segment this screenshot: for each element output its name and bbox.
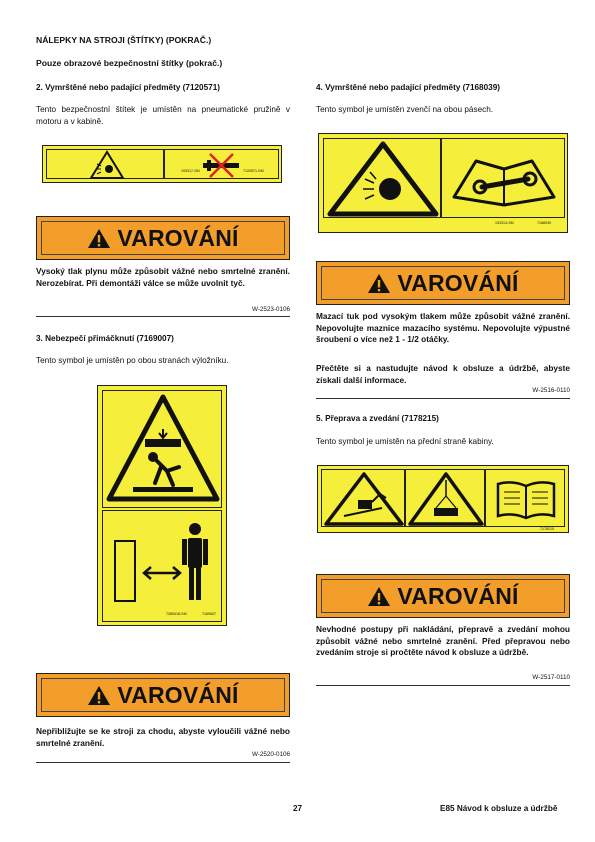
hazard-lifting-icon [406, 470, 486, 528]
warning-banner [36, 673, 290, 717]
section-5-body: Tento symbol je umístěn na přední straně kabiny. [316, 437, 494, 446]
section-5-warning-text: Nevhodné postupy při nakládání, přepravě a zvedání mohou způsobit vážné nebo smrtelné zranění. Před přepravou nebo zvedáním stroje si pročtěte návod k obsluze a údržbě. [316, 624, 570, 658]
decal-panel-manual [485, 469, 565, 527]
decal-code: 193313-SM [495, 221, 514, 225]
divider [316, 398, 570, 399]
decal-panel-read-manual [441, 138, 565, 218]
hazard-projectile-icon [47, 150, 165, 180]
decal-7120571 [42, 145, 282, 183]
warning-word: VAROVÁNÍ [117, 224, 239, 251]
page-title: NÁLEPKY NA STROJI (ŠTÍTKY) (POKRAČ.) [36, 35, 212, 45]
decal-code: 7289418-SM [166, 612, 187, 616]
decal-panel-keep-away [102, 510, 222, 622]
section-5-heading: 5. Přeprava a zvedání (7178215) [316, 414, 439, 423]
decal-code: 7168039 [537, 221, 551, 225]
decal-code: 7178215 [540, 527, 554, 531]
page-number: 27 [293, 804, 303, 813]
warning-banner [316, 574, 570, 618]
keep-distance-icon [103, 511, 223, 623]
section-4-body: Tento symbol je umístěn zvenčí na obou pásech. [316, 105, 494, 114]
divider [36, 316, 290, 317]
warning-code: W-2523-0106 [251, 306, 290, 313]
decal-panel-transport [321, 469, 405, 527]
section-2-warning-text: Vysoký tlak plynu může způsobit vážné nebo smrtelné zranění. Nerozebírat. Při demontáži válce se může uvolnit tyč. [36, 266, 290, 288]
decal-panel-crush [102, 390, 222, 508]
warning-banner [316, 261, 570, 305]
section-2-heading: 2. Vymrštěné nebo padající předměty (7120571) [36, 83, 220, 92]
warning-code: W-2520-0106 [251, 751, 290, 758]
hazard-transport-icon [322, 470, 406, 528]
decal-panel-no-disassemble [164, 149, 279, 179]
section-3-body: Tento symbol je umístěn po obou stranách výložníku. [36, 356, 229, 365]
warning-triangle-icon [367, 586, 391, 607]
warning-word: VAROVÁNÍ [397, 582, 519, 609]
warning-triangle-icon [367, 273, 391, 294]
section-4-warning-text-2: Přečtěte si a nastudujte návod k obsluze a údržbě, abyste získali další informace. [316, 363, 570, 385]
divider [316, 685, 570, 686]
decal-code: 7120571-SM [243, 169, 264, 173]
section-3-heading: 3. Nebezpečí přimáčknutí (7169007) [36, 334, 174, 343]
warning-code: W-2517-0110 [532, 674, 570, 681]
manual-wrench-icon [442, 139, 566, 219]
decal-panel-projectile [46, 149, 164, 179]
decal-code: 193317-SM [181, 169, 200, 173]
decal-panel-lifting [405, 469, 485, 527]
hazard-crush-icon [103, 391, 223, 509]
hazard-high-pressure-icon [324, 139, 442, 219]
warning-triangle-icon [87, 685, 111, 706]
section-4-heading: 4. Vymrštěné nebo padající předměty (7168039) [316, 83, 500, 92]
decal-code: 7169007 [202, 612, 216, 616]
decal-panel-grease [323, 138, 441, 218]
decal-7178215 [317, 465, 569, 533]
section-2-body: Tento bezpečnostní štítek je umístěn na pneumatické pružině v motoru a v kabině. [36, 105, 290, 126]
warning-word: VAROVÁNÍ [117, 681, 239, 708]
no-disassemble-icon [165, 150, 280, 180]
warning-banner [36, 216, 290, 260]
decal-7169007 [97, 385, 227, 626]
section-4-warning-text: Mazací tuk pod vysokým tlakem může způsobit vážné zranění. Nepovolujte maznice mazacího systému. Nepovolujte výpustné šroubení o více než 1 - 1/2 otáčky. [316, 311, 570, 345]
manual-book-icon [486, 470, 566, 528]
decal-7168039 [318, 133, 568, 233]
page-subtitle: Pouze obrazové bezpečnostní štítky (pokrač.) [36, 58, 223, 68]
document-title: E85 Návod k obsluze a údržbě [440, 804, 558, 813]
warning-code: W-2516-0110 [532, 387, 570, 394]
warning-word: VAROVÁNÍ [397, 269, 519, 296]
warning-triangle-icon [87, 228, 111, 249]
divider [36, 762, 290, 763]
section-3-warning-text: Nepřibližujte se ke stroji za chodu, abyste vyloučili vážné nebo smrtelné zranění. [36, 726, 290, 748]
